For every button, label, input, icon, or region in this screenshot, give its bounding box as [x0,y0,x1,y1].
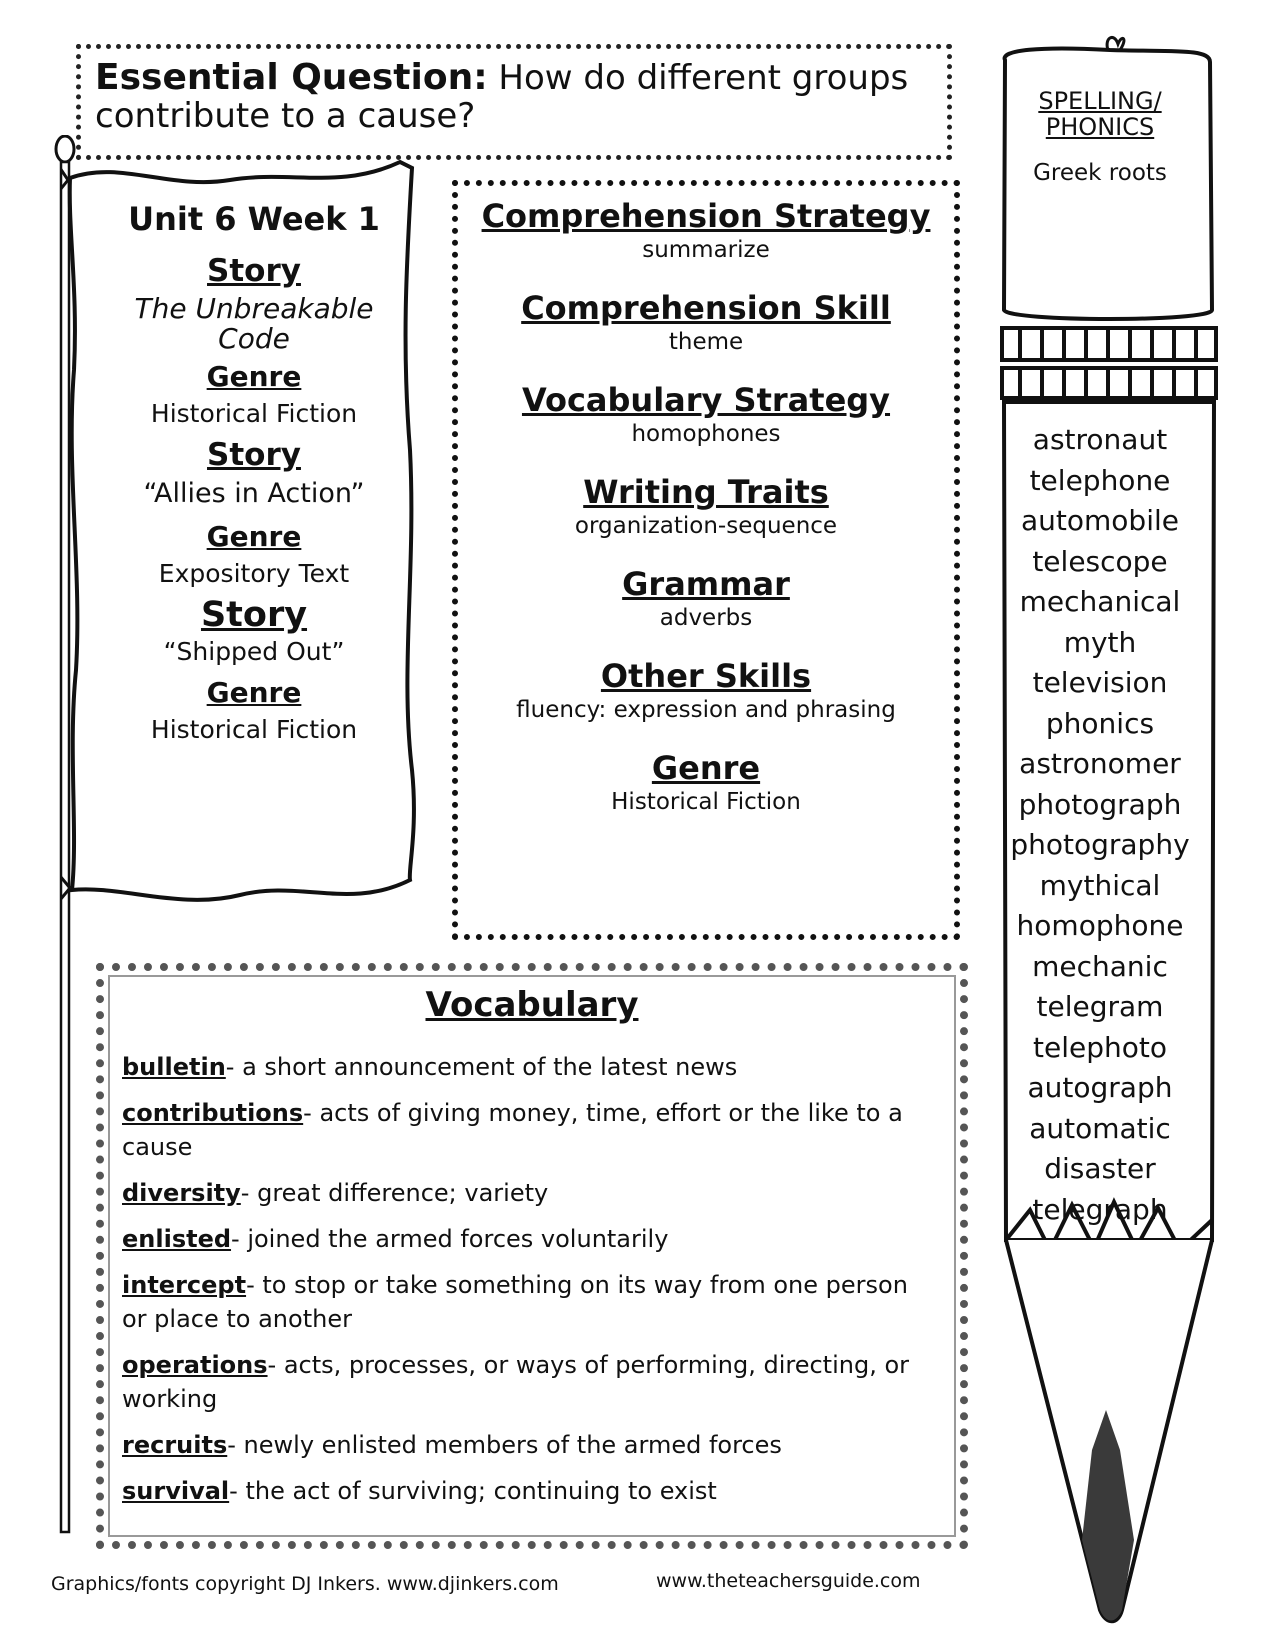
skills-list [452,196,960,840]
spelling-word: myth [1063,625,1137,659]
vocabulary-word: contributions [122,1099,304,1127]
spelling-word: telephoto [1033,1030,1167,1064]
footer-site: www.theteachersguide.com [656,1570,921,1592]
story-label: Story [207,437,301,473]
vocabulary-item [122,1348,922,1416]
essential-question-box [76,44,952,160]
vocabulary-word: recruits [122,1431,228,1459]
spelling-word: mechanical [1019,585,1181,618]
vocabulary-definition: - joined the armed forces voluntarily [231,1225,669,1253]
vocabulary-definition: - acts, processes, or ways of performing, directing, or working [122,1351,910,1413]
story-title: “Shipped Out” [163,637,345,666]
spelling-heading-line: PHONICS [1045,113,1155,141]
essential-question-text: How do different groups contribute to a cause? [95,58,909,136]
spelling-focus: Greek roots [1033,160,1167,186]
skill-value: organization-sequence [574,513,838,539]
vocabulary-item [122,1222,922,1256]
vocabulary-item [122,1474,922,1508]
spelling-word: telegraph [1032,1192,1168,1226]
vocabulary-word: intercept [122,1271,247,1299]
skill-heading: Grammar [622,565,790,603]
story-title: The Unbreakable Code [134,292,374,355]
footer-copyright: Graphics/fonts copyright DJ Inkers. www.djinkers.com [51,1573,559,1595]
spelling-word: mythical [1039,868,1161,902]
skill-heading: Other Skills [600,657,812,695]
spelling-word: astronaut [1032,423,1168,456]
flag-story-panel [100,200,408,750]
spelling-word: television [1032,666,1168,699]
spelling-word: photograph [1018,787,1182,821]
spelling-heading [1010,88,1190,140]
spelling-word: photography [1010,828,1190,861]
spelling-word: disaster [1044,1152,1156,1185]
skill-heading: Writing Traits [583,473,829,511]
spelling-word: autograph [1027,1071,1173,1104]
essential-question-label: Essential Question: [95,57,488,98]
genre-label: Genre [206,676,302,709]
vocabulary-definition: - to stop or take something on its way from one person or place to another [122,1271,908,1333]
vocabulary-item [122,1096,922,1164]
skill-value: fluency: expression and phrasing [516,697,896,723]
vocabulary-word: enlisted [122,1225,232,1253]
vocabulary-word: survival [122,1477,230,1505]
story-genre: Historical Fiction [150,715,358,744]
skill-heading: Vocabulary Strategy [521,381,891,419]
vocabulary-definition: - great difference; variety [240,1179,549,1207]
vocabulary-definition: - acts of giving money, time, effort or the like to a cause [122,1099,903,1161]
story-genre: Expository Text [158,559,350,588]
genre-label: Genre [206,520,302,553]
spelling-word: astronomer [1019,747,1181,780]
spelling-word: automatic [1029,1111,1171,1145]
vocabulary-item [122,1428,922,1462]
skill-value: theme [668,329,744,355]
vocabulary-word: diversity [122,1179,241,1207]
vocabulary-word: operations [122,1351,268,1379]
genre-label: Genre [206,360,302,393]
vocabulary-item [122,1050,922,1084]
spelling-word: phonics [1045,706,1155,740]
story-label: Story [207,253,301,289]
vocabulary-list [122,1050,922,1520]
vocabulary-item [122,1176,922,1210]
skill-value: homophones [631,421,781,447]
spelling-word: telegram [1036,990,1164,1023]
skill-heading: Genre [651,749,761,787]
spelling-word: mechanic [1032,949,1168,983]
story-label: Story [200,595,308,635]
story-genre: Historical Fiction [150,399,358,428]
spelling-word: telephone [1029,463,1171,497]
vocabulary-item [122,1268,922,1336]
spelling-word: telescope [1032,544,1168,578]
skill-value: summarize [642,237,770,263]
spelling-word: homophone [1016,909,1184,942]
spelling-word-list [1000,420,1200,1230]
vocabulary-definition: - newly enlisted members of the armed forces [227,1431,782,1459]
vocabulary-word: bulletin [122,1053,226,1081]
vocabulary-definition: - the act of surviving; continuing to exist [229,1477,717,1505]
vocabulary-definition: - a short announcement of the latest news [225,1053,738,1081]
unit-week-label: Unit 6 Week 1 [128,200,380,238]
skill-heading: Comprehension Skill [521,289,891,327]
vocabulary-title: Vocabulary [425,985,639,1025]
skill-heading: Comprehension Strategy [481,197,931,235]
skill-value: Historical Fiction [611,789,801,815]
story-title: “Allies in Action” [143,478,365,509]
spelling-heading-line: SPELLING/ [1038,87,1162,115]
skill-value: adverbs [659,605,753,631]
spelling-word: automobile [1021,504,1179,537]
